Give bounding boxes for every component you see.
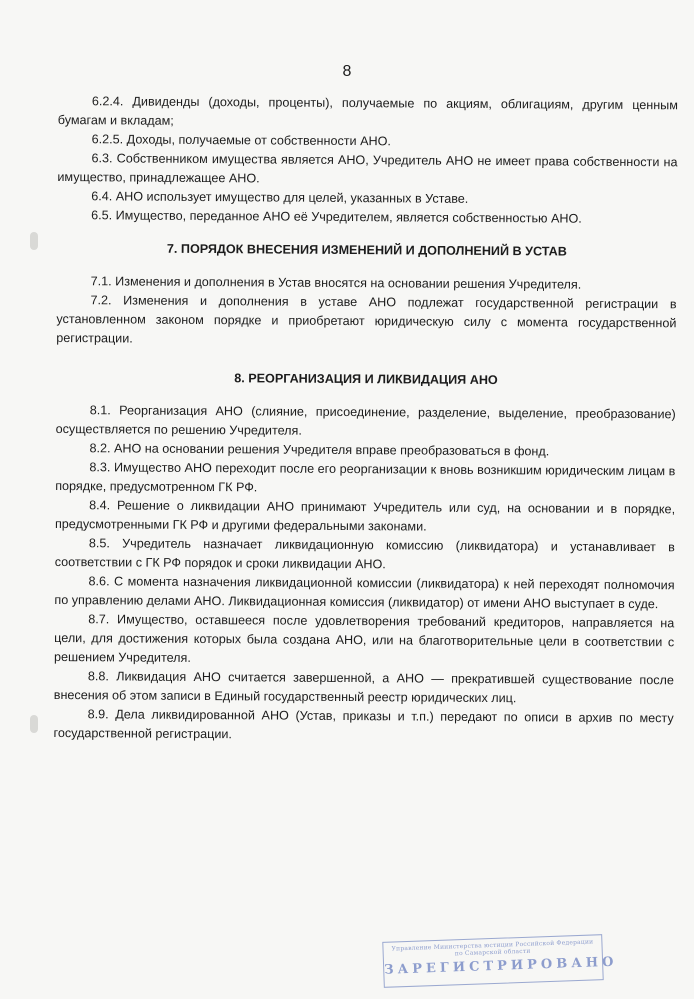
paragraph-8-1: 8.1. Реорганизация АНО (слияние, присоединение, разделение, выделение, преобразование) осуществляется по решению Учредителя.	[55, 403, 676, 438]
paragraph-6-2-5: 6.2.5. Доходы, получаемые от собственности АНО.	[91, 132, 391, 149]
paragraph-6-5: 6.5. Имущество, переданное АНО её Учредителем, является собственностью АНО.	[91, 208, 582, 226]
paragraph-8-4: 8.4. Решение о ликвидации АНО принимают Учредитель или суд, на основании и в порядке, предусмотренными ГК РФ и другими федеральными законами.	[54, 498, 676, 534]
paragraph-8-9: 8.9. Дела ликвидированной АНО (Устав, приказы и т.п.) передают по описи в архив по месту государственной регистрации.	[53, 707, 674, 742]
paragraph-6-4: 6.4. АНО использует имущество для целей, указанных в Уставе.	[91, 189, 469, 206]
page-number: 8	[342, 63, 352, 80]
paragraph-7-1: 7.1. Изменения и дополнения в Устав вносятся на основании решения Учредителя.	[90, 274, 582, 292]
paragraph-8-8: 8.8. Ликвидация АНО считается завершенной, а АНО — прекратившей существование после внесения об этом записи в Единый государственный реестр юридических лиц.	[53, 669, 674, 706]
punch-hole-mark	[30, 715, 38, 733]
stamp-registered-text: ЗАРЕГИСТРИРОВАНО	[383, 954, 618, 978]
registration-stamp	[382, 934, 618, 988]
paragraph-8-7: 8.7. Имущество, оставшееся после удовлетворения требований кредиторов, направляется на цели, для достижения которых была создана АНО, или на благотворительные цели в соответствии с решением Учредителя.	[54, 612, 675, 665]
paragraph-8-2: 8.2. АНО на основании решения Учредителя вправе преобразоваться в фонд.	[89, 441, 550, 459]
paragraph-8-3: 8.3. Имущество АНО переходит после его реорганизации к вновь возникшим юридическим лицам в порядке, предусмотренном ГК РФ.	[55, 460, 676, 495]
paragraph-6-3: 6.3. Собственником имущества является АНО, Учредитель АНО не имеет права собственности на имущество, принадлежащее АНО.	[57, 151, 678, 186]
section-7-heading: 7. ПОРЯДОК ВНЕСЕНИЯ ИЗМЕНЕНИЙ И ДОПОЛНЕНИЙ В УСТАВ	[166, 241, 567, 259]
punch-hole-mark	[30, 232, 38, 250]
document-body	[53, 92, 678, 747]
paragraph-6-2-4: 6.2.4. Дивиденды (доходы, проценты), получаемые по акциям, облигациям, другим ценным бумагам и вкладам;	[57, 94, 678, 128]
paragraph-7-2: 7.2. Изменения и дополнения в уставе АНО подлежат государственной регистрации в установленном законом порядке и приобретают юридическую силу с момента государственной регистрации.	[56, 293, 677, 346]
paragraph-8-5: 8.5. Учредитель назначает ликвидационную комиссию (ликвидатора) и устанавливает в соответствии с ГК РФ порядок и сроки ликвидации АНО.	[54, 536, 675, 572]
paragraph-8-6: 8.6. С момента назначения ликвидационной комиссии (ликвидатора) к ней переходят полномочия по управлению делами АНО. Ликвидационная комиссия (ликвидатор) от имени АНО выступает в суде.	[54, 574, 675, 612]
stamp-authority-text: Управление Министерства юстиции Российской Федерации по Самарской области	[391, 938, 594, 958]
section-8-heading: 8. РЕОРГАНИЗАЦИЯ И ЛИКВИДАЦИЯ АНО	[234, 371, 498, 388]
